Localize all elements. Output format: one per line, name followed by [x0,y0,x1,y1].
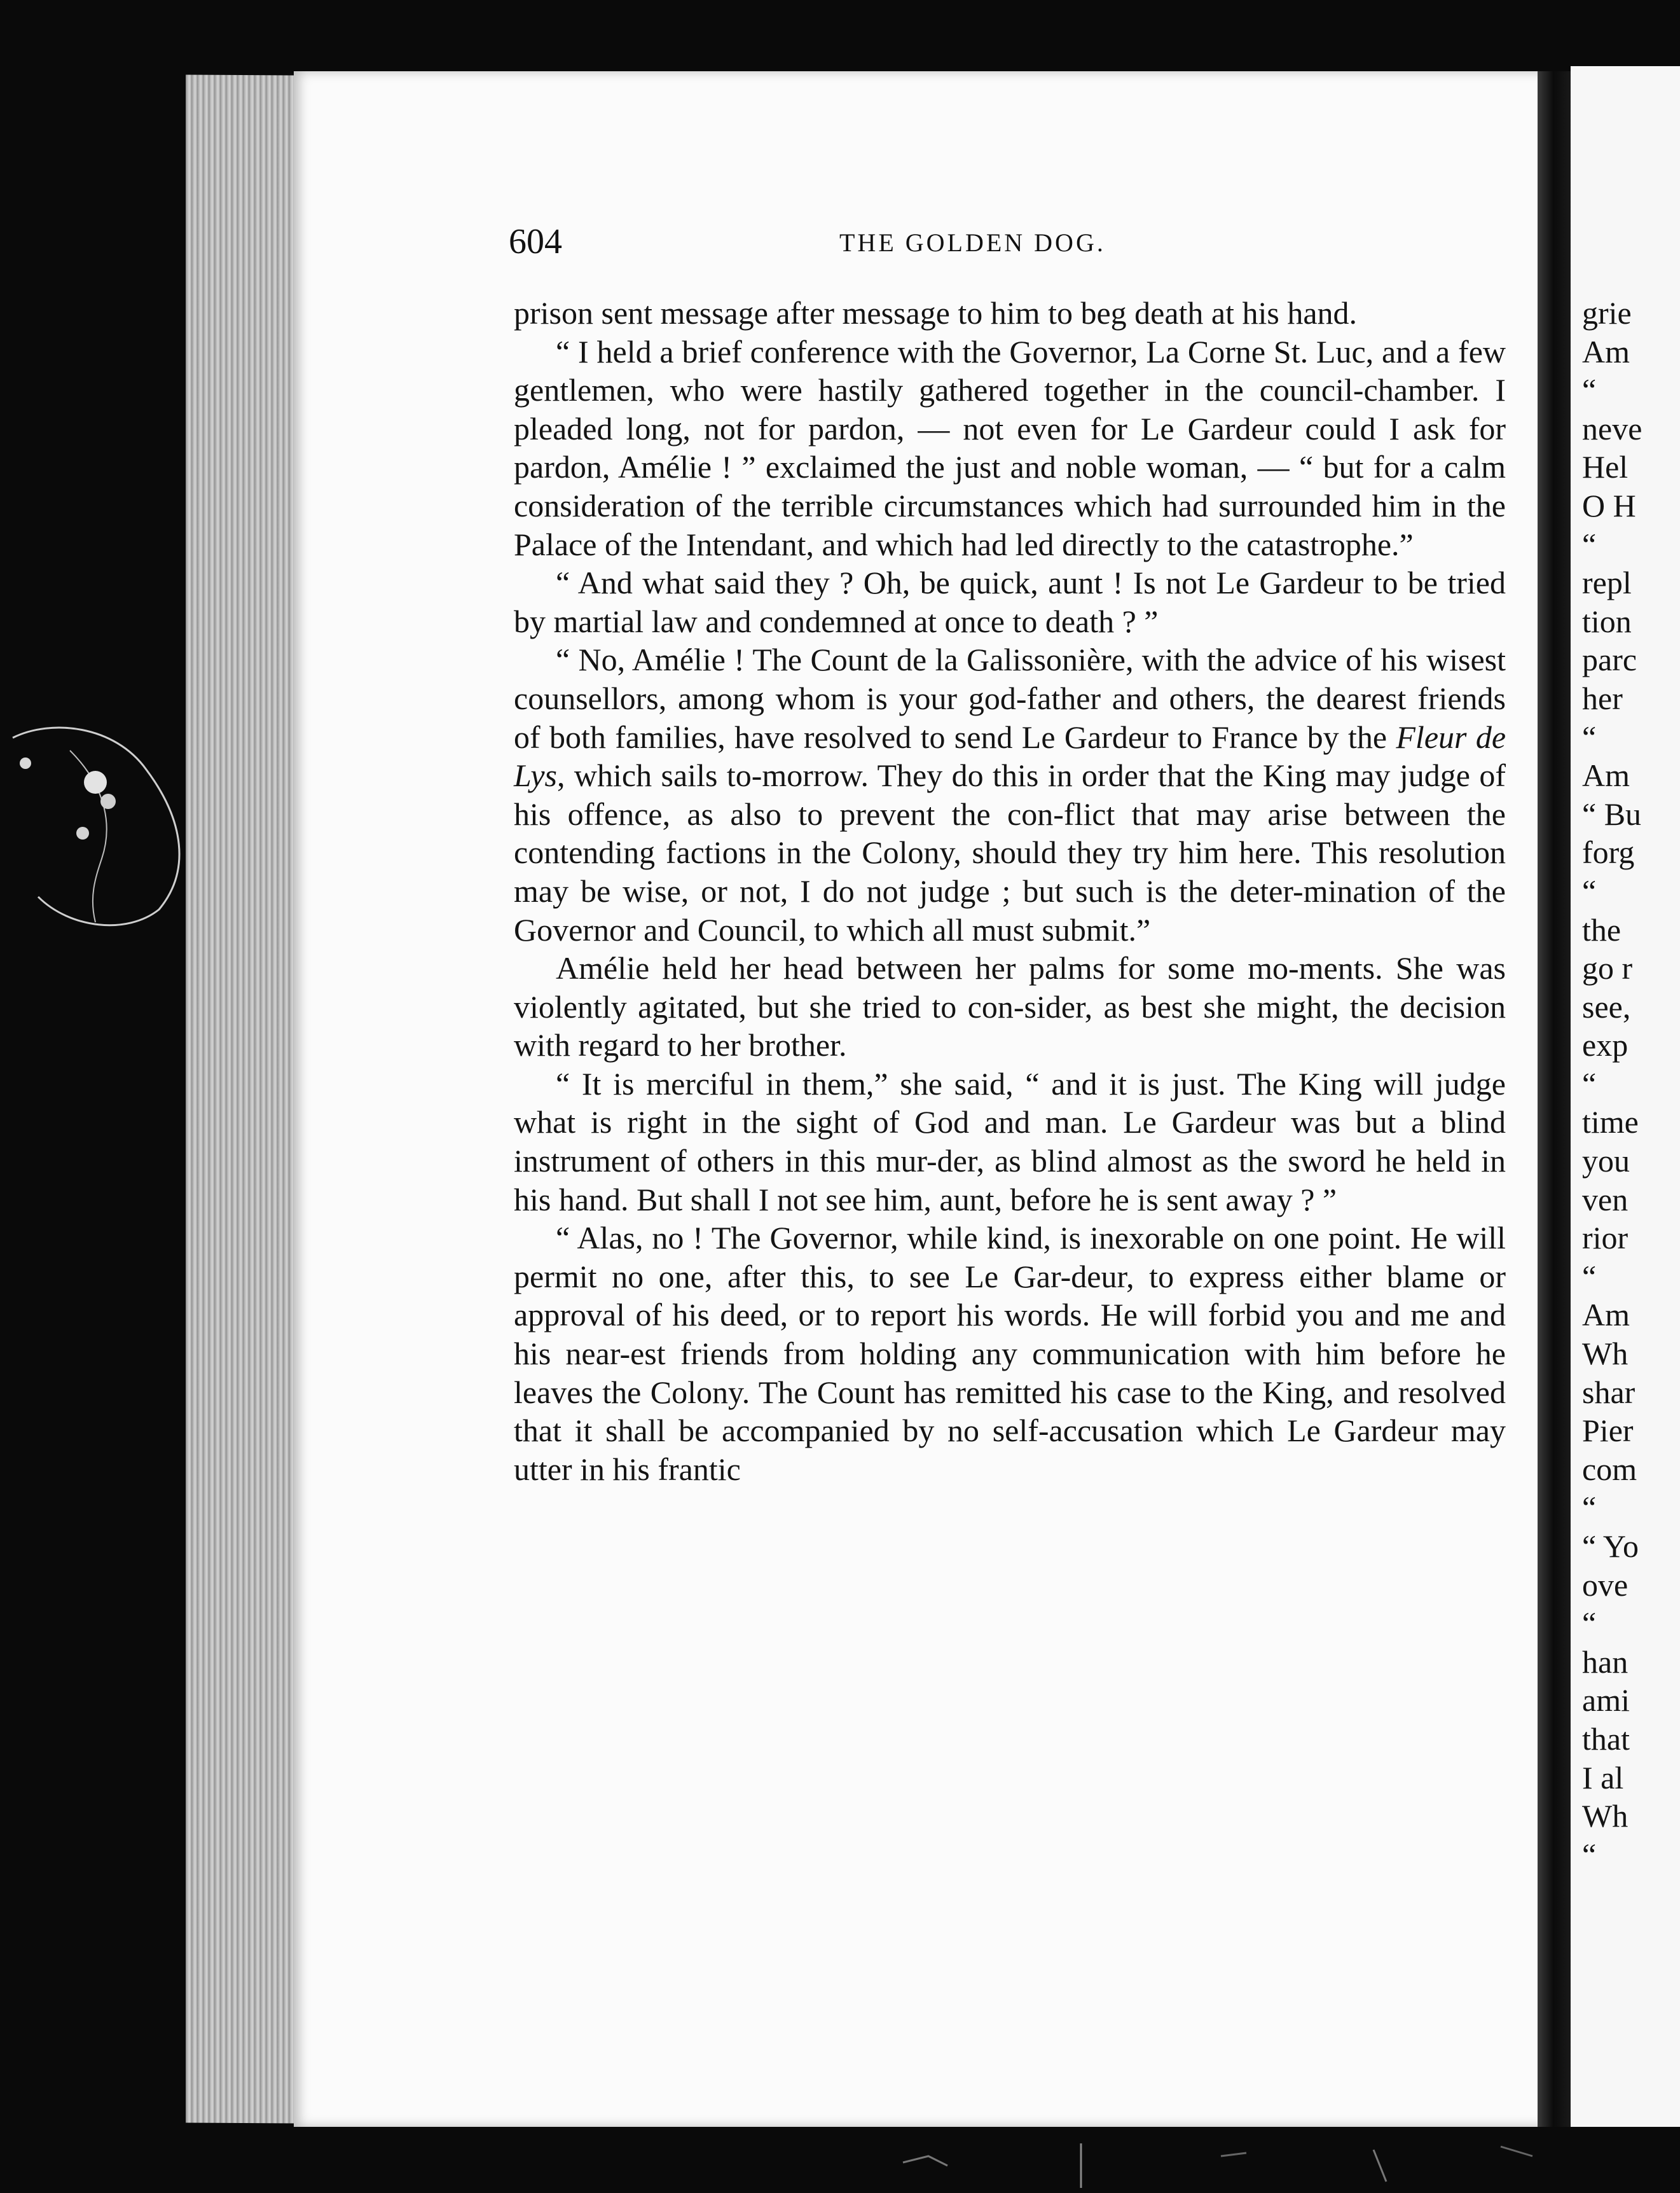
facing-page-line: neve [1582,410,1642,446]
facing-page-line: you [1582,1143,1630,1179]
facing-page-line: “ [1582,873,1597,909]
paragraph: “ No, Amélie ! The Count de la Galissonière, with the advice of his wisest counsellors, among whom is your god-father and others, the dearest friends of both families, have resolved to send Le Gardeur to France by the Fleur de Lys, which sails to-morrow. They do this in order that the King may judge of his offence, as also to prevent the con-flict that may arise between the contending factions in the Colony, should they try him here. This resolution may be wise, or not, I do not judge ; but such is the deter-mination of the Governor and Council, to which all must submit.” [514,642,1506,948]
facing-page-line: “ [1582,1605,1597,1642]
page-header [509,221,1508,262]
facing-page-line: I al [1582,1759,1624,1795]
facing-page-line: O H [1582,487,1636,523]
facing-page-line: Am [1582,758,1630,794]
facing-page-line: “ Yo [1582,1528,1639,1564]
facing-page-line: “ [1582,719,1597,755]
facing-page-line: go r [1582,950,1633,986]
facing-page-line: Wh [1582,1798,1628,1834]
facing-page-line: “ [1582,1490,1597,1526]
ship-name: Fleur de Lys [514,719,1506,794]
scan-noise [890,2118,1577,2193]
facing-page-line: “ [1582,1258,1597,1294]
facing-page-line: “ [1582,372,1597,408]
facing-page-line: ove [1582,1567,1628,1603]
facing-page-line: exp [1582,1027,1628,1063]
facing-page-line: Pier [1582,1413,1634,1449]
facing-page-line: the [1582,911,1621,948]
facing-page-line: “ [1582,1836,1597,1872]
paragraph: Amélie held her head between her palms for some mo-ments. She was violently agitated, but she tried to con-sider, as best she might, the decision with regard to her brother. [514,950,1506,1063]
facing-page-line: “ [1582,526,1597,562]
book-gutter [1538,71,1573,2127]
paragraph: “ I held a brief conference with the Governor, La Corne St. Luc, and a few gentlemen, who were hastily gathered together in the council-chamber. I pleaded long, not for pardon, — not even for Le Gardeur could I ask for pardon, Amélie ! ” exclaimed the just and noble woman, — “ but for a calm consideration of the terrible circumstances which had surrounded him in the Palace of the Intendant, and which had led directly to the catastrophe.” [514,333,1506,562]
facing-page-line: “ [1582,1065,1597,1102]
paragraph: “ Alas, no ! The Governor, while kind, is inexorable on one point. He will permit no one, after this, to see Le Gar-deur, to express either blame or approval of his deed, or to report his words. He will forbid you and me and his near-est friends from holding any communication with him before he leaves the Colony. The Count has remitted his case to the King, and resolved that it shall be accompanied by no self-accusation which Le Gardeur may utter in his frantic [514,1220,1506,1487]
facing-page-text [1582,294,1677,1874]
facing-page-line: rior [1582,1220,1628,1256]
facing-page-line: see, [1582,988,1631,1025]
facing-page-line: Am [1582,333,1630,370]
facing-page-line: shar [1582,1374,1635,1410]
paragraph: “ It is merciful in them,” she said, “ and it is just. The King will judge what is right in the sight of God and man. Le Gardeur was but a blind instrument of others in this mur-der, as blind almost as the sword he held in his hand. But shall I not see him, aunt, before he is sent away ? ” [514,1065,1506,1217]
page-edge [186,75,295,2124]
facing-page-line: repl [1582,565,1632,601]
facing-page-line: “ Bu [1582,796,1642,832]
facing-page-line: forg [1582,834,1635,871]
facing-page-line: han [1582,1643,1628,1680]
facing-page-line: Wh [1582,1336,1628,1372]
facing-page-line: time [1582,1104,1639,1140]
facing-page-line: Hel [1582,449,1628,485]
dust-speck [0,712,203,941]
facing-page-line: Am [1582,1297,1630,1333]
facing-page-line: parc [1582,642,1637,678]
paragraph: “ And what said they ? Oh, be quick, aunt ! Is not Le Gardeur to be tried by martial law and condemned at once to death ? ” [514,565,1506,639]
facing-page-line: ami [1582,1682,1630,1719]
running-title: THE GOLDEN DOG. [839,228,1106,257]
body-text [514,294,1506,1488]
page-number: 604 [509,222,562,261]
facing-page-line: com [1582,1451,1637,1487]
facing-page-line: grie [1582,295,1632,331]
facing-page-line: her [1582,680,1623,716]
facing-page-line: that [1582,1720,1630,1757]
paragraph: prison sent message after message to him to beg death at his hand. [514,295,1358,331]
facing-page-line: tion [1582,603,1632,639]
facing-page-line: ven [1582,1181,1628,1217]
